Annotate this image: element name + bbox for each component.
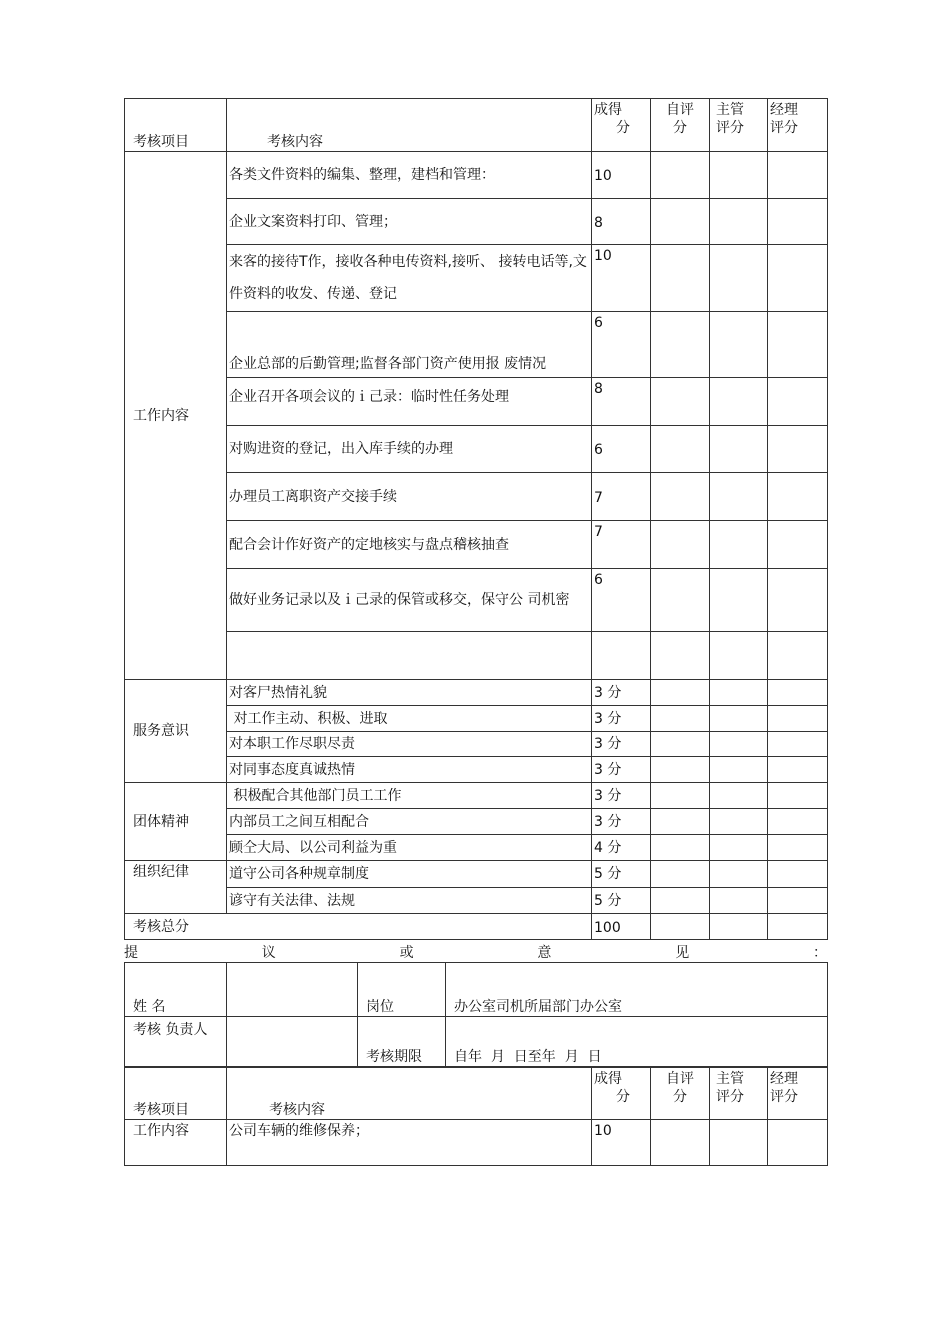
manager-score-cell[interactable] xyxy=(710,757,768,783)
table-header-row xyxy=(125,99,828,152)
manager-score-cell[interactable] xyxy=(768,152,828,199)
self-score-cell[interactable] xyxy=(651,245,710,312)
header-mgr-line1: 主管 xyxy=(716,102,744,118)
name-field[interactable] xyxy=(227,963,358,1017)
score-cell: 3 分 xyxy=(592,706,651,732)
table-row xyxy=(125,809,828,835)
suggestion-char: 见 xyxy=(675,945,690,961)
header-mgr xyxy=(710,99,768,152)
period-label: 考核期限 xyxy=(358,1017,446,1067)
score-cell: 10 xyxy=(592,245,651,312)
owner-field[interactable] xyxy=(227,1017,358,1067)
manager-score-cell[interactable] xyxy=(768,861,828,888)
header-self-line2: 分 xyxy=(673,1089,687,1105)
content-cell-empty xyxy=(227,632,592,680)
position-value: 办公室司机所届部门办公室 xyxy=(446,963,828,1017)
header-score xyxy=(592,99,651,152)
table-row xyxy=(125,378,828,426)
self-score-cell[interactable] xyxy=(651,569,710,632)
employee-info-table xyxy=(124,962,828,1067)
content-cell: 企业文案资料打印、管理； xyxy=(227,199,592,245)
self-score-cell[interactable] xyxy=(651,1120,710,1166)
manager-score-cell[interactable] xyxy=(710,521,768,569)
content-cell: 企业召开各项会议的ｉ己录：临时性任务处理 xyxy=(227,378,592,426)
manager-score-cell[interactable] xyxy=(710,245,768,312)
header-score-line2: 分 xyxy=(616,120,630,136)
info-row xyxy=(125,963,828,1017)
suggestion-char: 议 xyxy=(261,945,276,961)
content-cell: 公司车辆的维修保养； xyxy=(227,1120,592,1166)
content-cell: 配合会计作好资产的定地核实与盘点稽核抽查 xyxy=(227,521,592,569)
total-score: 100 xyxy=(592,914,651,940)
score-cell: 5 分 xyxy=(592,861,651,888)
suggestion-char: 意 xyxy=(537,945,552,961)
manager-score-cell[interactable] xyxy=(710,1120,768,1166)
period-value: 自年 月 日至年 月 日 xyxy=(446,1017,828,1067)
self-score-cell[interactable] xyxy=(651,835,710,861)
header-self-line2: 分 xyxy=(673,120,687,136)
self-score-cell[interactable] xyxy=(651,378,710,426)
header-content: 考核内容 xyxy=(227,99,592,152)
header-score-line1: 成得 xyxy=(594,102,622,118)
content-cell: 做好业务记录以及ｉ己录的保管或移交，保守公 司机密 xyxy=(227,569,592,632)
manager-score-cell[interactable] xyxy=(710,835,768,861)
manager-score-cell[interactable] xyxy=(710,378,768,426)
manager-score-cell[interactable] xyxy=(710,861,768,888)
table-row xyxy=(125,732,828,757)
header-boss-line1: 经理 xyxy=(770,1071,798,1087)
header-mgr xyxy=(710,1068,768,1120)
table-row xyxy=(125,835,828,861)
table-row xyxy=(125,706,828,732)
score-cell: 5 分 xyxy=(592,888,651,914)
content-cell: 顾仝大局、以公司利益为重 xyxy=(227,835,592,861)
content-cell: 道守公司各种规章制度 xyxy=(227,861,592,888)
category-work: 工作内容 xyxy=(125,1120,227,1166)
self-score-cell[interactable] xyxy=(651,312,710,378)
manager-score-cell[interactable] xyxy=(768,312,828,378)
self-score-cell[interactable] xyxy=(651,680,710,706)
self-score-cell[interactable] xyxy=(651,632,710,680)
score-cell: 10 xyxy=(592,152,651,199)
manager-score-cell[interactable] xyxy=(710,473,768,521)
manager-score-cell[interactable] xyxy=(768,1120,828,1166)
table-row xyxy=(125,861,828,888)
header-self-line1: 自评 xyxy=(666,102,694,118)
score-cell: 10 xyxy=(592,1120,651,1166)
owner-label: 考核 负责人 xyxy=(125,1017,227,1067)
category-service: 服务意识 xyxy=(125,680,227,783)
manager-score-cell[interactable] xyxy=(768,809,828,835)
manager-score-cell[interactable] xyxy=(710,312,768,378)
score-cell-empty xyxy=(592,632,651,680)
header-boss-line2: 评分 xyxy=(770,1089,798,1105)
table-row xyxy=(125,888,828,914)
content-cell: 来客的接待T作，接收各种电传资料,接听、 接转电话等,文件资料的收发、传递、登记 xyxy=(227,245,592,312)
manager-score-cell[interactable] xyxy=(710,706,768,732)
manager-score-cell[interactable] xyxy=(768,706,828,732)
position-label: 岗位 xyxy=(358,963,446,1017)
manager-score-cell[interactable] xyxy=(768,888,828,914)
header-score-line1: 成得 xyxy=(594,1071,622,1087)
self-score-cell[interactable] xyxy=(651,757,710,783)
total-label: 考核总分 xyxy=(125,914,592,940)
manager-score-cell[interactable] xyxy=(710,680,768,706)
header-content: 考核内容 xyxy=(227,1068,592,1120)
manager-score-cell[interactable] xyxy=(768,199,828,245)
score-cell: 6 xyxy=(592,426,651,473)
content-cell: 积极配合其他部门员工工作 xyxy=(227,783,592,809)
content-cell: 各类文件资料的编集、整理，建档和管理： xyxy=(227,152,592,199)
header-item: 考核项目 xyxy=(125,99,227,152)
header-score-line2: 分 xyxy=(616,1089,630,1105)
table-row xyxy=(125,426,828,473)
manager-score-cell[interactable] xyxy=(710,199,768,245)
score-cell: 3 分 xyxy=(592,757,651,783)
header-item: 考核项目 xyxy=(125,1068,227,1120)
manager-score-cell[interactable] xyxy=(768,757,828,783)
manager-score-cell[interactable] xyxy=(768,783,828,809)
self-score-cell[interactable] xyxy=(651,473,710,521)
table-row-empty xyxy=(125,632,828,680)
manager-score-cell[interactable] xyxy=(710,783,768,809)
table-row xyxy=(125,569,828,632)
manager-score-cell[interactable] xyxy=(768,378,828,426)
score-cell: 8 xyxy=(592,199,651,245)
table-row xyxy=(125,473,828,521)
assessment-table-2 xyxy=(124,1067,828,1166)
content-cell: 对同事态度真诚热情 xyxy=(227,757,592,783)
header-self xyxy=(651,1068,710,1120)
table-row xyxy=(125,521,828,569)
content-cell: 办理员工离职资产交接手续 xyxy=(227,473,592,521)
content-cell: 对客尸热情礼貌 xyxy=(227,680,592,706)
header-self xyxy=(651,99,710,152)
self-score-cell[interactable] xyxy=(651,521,710,569)
self-score-cell[interactable] xyxy=(651,783,710,809)
content-cell: 对工作主动、积极、进取 xyxy=(227,706,592,732)
manager-score-cell[interactable] xyxy=(768,245,828,312)
self-score-cell[interactable] xyxy=(651,861,710,888)
manager-score-cell[interactable] xyxy=(710,809,768,835)
info-row xyxy=(125,1017,828,1067)
category-discipline: 组织纪律 xyxy=(125,861,227,914)
suggestion-char: 或 xyxy=(399,945,414,961)
manager-score-cell[interactable] xyxy=(710,152,768,199)
score-cell: 3 分 xyxy=(592,783,651,809)
name-label: 姓 名 xyxy=(125,963,227,1017)
manager-score-cell[interactable] xyxy=(768,473,828,521)
table-row xyxy=(125,783,828,809)
manager-score-cell[interactable] xyxy=(768,680,828,706)
manager-score-cell[interactable] xyxy=(710,732,768,757)
score-cell: 7 xyxy=(592,473,651,521)
manager-score-cell[interactable] xyxy=(768,569,828,632)
total-manager-cell[interactable] xyxy=(710,914,768,940)
score-cell: 3 分 xyxy=(592,732,651,757)
assessment-table xyxy=(124,98,828,940)
self-score-cell[interactable] xyxy=(651,732,710,757)
manager-score-cell[interactable] xyxy=(768,835,828,861)
header-boss xyxy=(768,99,828,152)
header-score xyxy=(592,1068,651,1120)
content-cell: 企业总部的后勤管理;监督各部门资产使用报 废情况 xyxy=(227,312,592,378)
self-score-cell[interactable] xyxy=(651,199,710,245)
total-self-cell[interactable] xyxy=(651,914,710,940)
total-row xyxy=(125,914,828,940)
header-self-line1: 自评 xyxy=(666,1071,694,1087)
content-cell: 内部员工之间互相配合 xyxy=(227,809,592,835)
table-row xyxy=(125,680,828,706)
self-score-cell[interactable] xyxy=(651,706,710,732)
manager-score-cell[interactable] xyxy=(768,521,828,569)
score-cell: 3 分 xyxy=(592,809,651,835)
table-row xyxy=(125,1120,828,1166)
header-boss-line1: 经理 xyxy=(770,102,798,118)
category-work: 工作内容 xyxy=(125,152,227,680)
manager-score-cell[interactable] xyxy=(768,632,828,680)
category-team: 团体精神 xyxy=(125,783,227,861)
content-cell: 谚守有关法律、法规 xyxy=(227,888,592,914)
manager-score-cell[interactable] xyxy=(768,732,828,757)
score-cell: 3 分 xyxy=(592,680,651,706)
header-boss-line2: 评分 xyxy=(770,120,798,136)
manager-score-cell[interactable] xyxy=(710,426,768,473)
header-mgr-line2: 评分 xyxy=(716,1089,744,1105)
content-cell: 对购进资的登记，出入库手续的办理 xyxy=(227,426,592,473)
suggestion-line xyxy=(124,944,827,962)
table-header-row xyxy=(125,1068,828,1120)
suggestion-char: 提 xyxy=(124,945,138,961)
header-mgr-line2: 评分 xyxy=(716,120,744,136)
manager-score-cell[interactable] xyxy=(710,888,768,914)
table-row xyxy=(125,245,828,312)
table-row xyxy=(125,757,828,783)
self-score-cell[interactable] xyxy=(651,809,710,835)
manager-score-cell[interactable] xyxy=(768,426,828,473)
manager-score-cell[interactable] xyxy=(710,569,768,632)
self-score-cell[interactable] xyxy=(651,888,710,914)
score-cell: 8 xyxy=(592,378,651,426)
header-boss xyxy=(768,1068,828,1120)
self-score-cell[interactable] xyxy=(651,426,710,473)
suggestion-char: ： xyxy=(812,945,827,961)
score-cell: 6 xyxy=(592,312,651,378)
self-score-cell[interactable] xyxy=(651,152,710,199)
table-row xyxy=(125,312,828,378)
table-row xyxy=(125,152,828,199)
score-cell: 4 分 xyxy=(592,835,651,861)
header-mgr-line1: 主管 xyxy=(716,1071,744,1087)
score-cell: 7 xyxy=(592,521,651,569)
table-row xyxy=(125,199,828,245)
total-boss-cell[interactable] xyxy=(768,914,828,940)
content-cell: 对本职工作尽职尽责 xyxy=(227,732,592,757)
score-cell: 6 xyxy=(592,569,651,632)
manager-score-cell[interactable] xyxy=(710,632,768,680)
